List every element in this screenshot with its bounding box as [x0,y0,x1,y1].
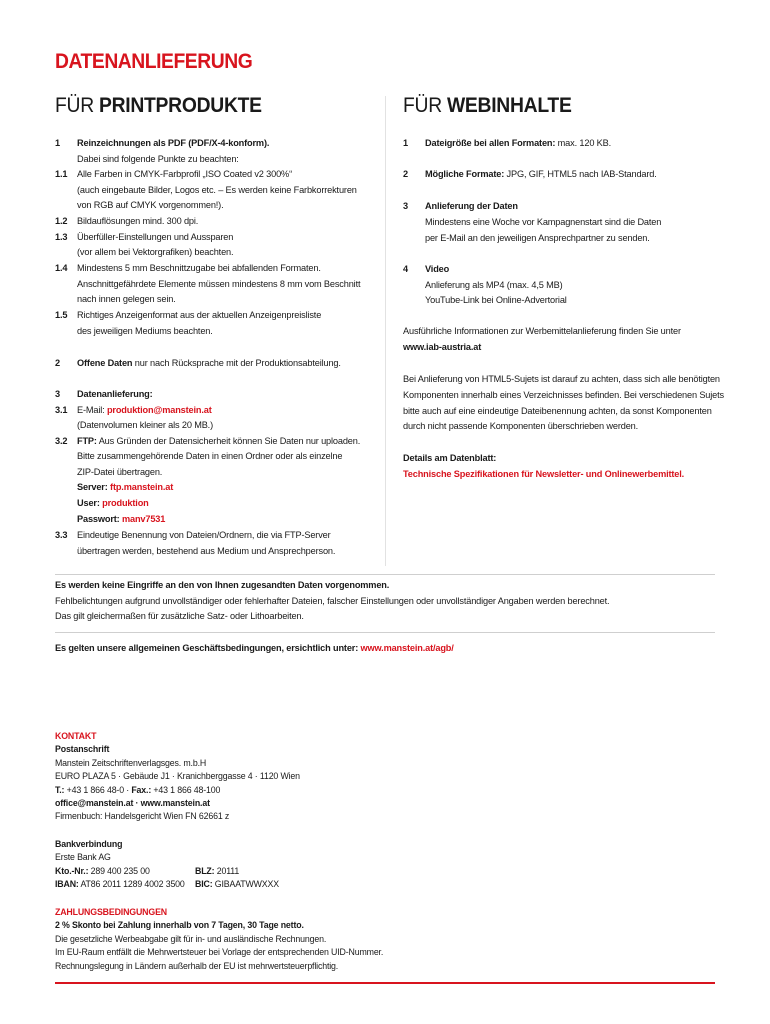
bank-block [55,838,279,892]
payment-text: Rechnungslegung in Ländern außerhalb der EU ist mehrwertsteuerpflichtig. [55,960,339,971]
item-number: 1 [403,138,408,148]
bic-label: BIC: [195,879,213,890]
item-text-bold: Offene Daten [77,358,133,368]
item-text: (auch eingebaute Bilder, Logos etc. – Es werden keine Farbkorrekturen [77,185,357,195]
web-heading-main: WEBINHALTE [446,94,572,117]
item-text: YouTube-Link bei Online-Advertorial [425,295,567,305]
item-text: übertragen werden, bestehend aus Medium und Ansprechperson. [77,546,336,556]
print-heading-prefix: FÜR [55,94,99,117]
company-name: Manstein Zeitschriftenverlagsges. m.b.H [55,757,207,768]
user-label: User: [77,498,103,508]
payment-block [55,906,383,973]
print-heading-main: PRINTPRODUKTE [98,94,262,117]
item-text: ZIP-Datei übertragen. [77,467,163,477]
item-text: Mindestens eine Woche vor Kampagnenstart sind die Daten [425,217,662,227]
item-text: max. 120 KB. [555,138,612,148]
ftp-password-value: manv7531 [121,514,166,524]
blz-label: BLZ: [195,865,215,876]
item-text: Mindestens 5 mm Beschnittzugabe bei abfallenden Formaten. [77,263,321,273]
item-number: 1.1 [55,169,68,179]
iban-label: IBAN: [55,879,79,890]
html5-note: bitte auch auf eine eindeutige Dateibenennung achten, da sonst Komponenten [403,406,712,416]
notice-block [55,578,609,625]
item-text: Richtiges Anzeigenformat aus der aktuellen Anzeigenpreisliste [77,310,322,320]
bic-value: GIBAATWWXXX [212,879,279,890]
register-info: Firmenbuch: Handelsgericht Wien FN 62661 z [55,811,230,822]
web-heading-prefix: FÜR [403,94,447,117]
divider [55,574,715,575]
item-number: 3 [55,389,60,399]
page-title: DATENANLIEFERUNG [55,50,253,73]
item-number: 1.4 [55,263,68,273]
tech-spec-link[interactable]: Technische Spezifikationen für Newsletter- und Onlinewerbemittel. [403,469,685,479]
kto-label: Kto.-Nr.: [55,865,89,876]
password-label: Passwort: [77,514,122,524]
item-text: nach innen gelegen sein. [77,294,176,304]
item-text: (vor allem bei Vektorgrafiken) beachten. [77,247,234,257]
item-text: Eindeutige Benennung von Dateien/Ordnern, die via FTP-Server [77,530,331,540]
item-text: Bitte zusammengehörende Daten in einen Ordner oder als einzelne [77,451,343,461]
payment-text: Im EU-Raum entfällt die Mehrwertsteuer bei Vorlage der entsprechenden UID-Nummer. [55,947,384,958]
item-number: 4 [403,264,408,274]
item-number: 3.1 [55,405,68,415]
email-label: E-Mail: [77,405,107,415]
address: EURO PLAZA 5 · Gebäude J1 · Kranichberggasse 4 · 1120 Wien [55,771,300,782]
server-label: Server: [77,482,111,492]
item-number: 1 [55,138,60,148]
item-text: Reinzeichnungen als PDF (PDF/X-4-konform). [77,138,270,148]
ftp-user-value: produktion [102,498,149,508]
print-section-heading [55,94,262,118]
html5-note: Bei Anlieferung von HTML5-Sujets ist darauf zu achten, dass sich alle benötigten [403,374,720,384]
details-label: Details am Datenblatt: [403,453,497,463]
notice-heading: Es werden keine Eingriffe an den von Ihnen zugesandten Daten vorgenommen. [55,580,390,590]
item-text-bold: Dateigröße bei allen Formaten: [425,138,556,148]
item-text: Alle Farben in CMYK-Farbprofil „ISO Coated v2 300%“ [77,169,292,179]
bank-heading: Bankverbindung [55,839,123,849]
payment-text: Die gesetzliche Werbeabgabe gilt für in- und ausländische Rechnungen. [55,933,327,944]
contact-heading: KONTAKT [55,731,97,741]
production-email-link[interactable]: produktion@manstein.at [106,405,212,415]
payment-heading: ZAHLUNGSBEDINGUNGEN [55,907,167,917]
item-text: Bildauflösungen mind. 300 dpi. [77,216,199,226]
item-subtext: Dabei sind folgende Punkte zu beachten: [77,154,239,164]
item-text: Aus Gründen der Datensicherheit können Sie Daten nur uploaden. [96,436,361,446]
item-text: Anschnittgefährdete Elemente müssen mindestens 8 mm vom Beschnitt [77,279,361,289]
kto-value: 289 400 235 00 [88,865,150,876]
html5-note: durch nicht passende Komponenten überschrieben werden. [403,421,639,431]
agb-line [55,641,454,657]
ftp-server-link[interactable]: ftp.manstein.at [110,482,174,492]
agb-text: Es gelten unsere allgemeinen Geschäftsbedingungen, ersichtlich unter: [55,643,361,653]
item-number: 3.2 [55,436,68,446]
iban-value: AT86 2011 1289 4002 3500 [78,879,185,890]
item-number: 1.3 [55,232,68,242]
tel-label: T.: [55,784,65,795]
item-text-bold: Mögliche Formate: [425,169,505,179]
item-text: per E-Mail an den jeweiligen Ansprechpartner zu senden. [425,233,650,243]
web-section-heading [403,94,572,118]
agb-link[interactable]: www.manstein.at/agb/ [360,643,454,653]
item-number: 1.2 [55,216,68,226]
item-number: 3.3 [55,530,68,540]
item-number: 2 [403,169,408,179]
blz-value: 20111 [214,865,240,876]
item-text: Anlieferung als MP4 (max. 4,5 MB) [425,280,563,290]
bank-name: Erste Bank AG [55,852,111,863]
phone-fax [55,784,300,797]
item-number: 2 [55,358,60,368]
email-web-links[interactable]: office@manstein.at · www.manstein.at [55,798,210,809]
column-divider [385,96,386,566]
bottom-rule [55,982,715,984]
item-text: Überfüller-Einstellungen und Aussparen [77,232,234,242]
divider [55,632,715,633]
notice-text: Das gilt gleichermaßen für zusätzliche Satz- oder Lithoarbeiten. [55,611,304,622]
html5-note: Komponenten innerhalb eines Verzeichnisses befinden. Bei verschiedenen Sujets [403,390,724,400]
print-list [55,136,375,566]
item-number: 3 [403,201,408,211]
payment-terms: 2 % Skonto bei Zahlung innerhalb von 7 Tagen, 30 Tage netto. [55,920,304,931]
iban-row [55,878,279,891]
web-list [403,136,723,496]
item-text: Video [425,264,450,274]
iab-link[interactable]: www.iab-austria.at [403,342,482,352]
account-row [55,865,279,878]
item-text: Datenanlieferung: [77,389,153,399]
item-text: nur nach Rücksprache mit der Produktionsabteilung. [132,358,341,368]
fax-label: Fax.: [131,784,152,795]
postal-heading: Postanschrift [55,744,110,755]
item-text: (Datenvolumen kleiner als 20 MB.) [77,420,213,430]
fax-value: +43 1 866 48-100 [151,784,221,795]
item-text: Anlieferung der Daten [425,201,518,211]
item-text: JPG, GIF, HTML5 nach IAB-Standard. [504,169,657,179]
tel-value: +43 1 866 48-0 · [64,784,132,795]
contact-block [55,730,300,824]
item-text: von RGB auf CMYK vorgenommen!). [77,200,224,210]
item-text-bold: FTP: [77,436,97,446]
item-number: 1.5 [55,310,68,320]
notice-text: Fehlbelichtungen aufgrund unvollständiger oder fehlerhafter Dateien, falscher Einstellungen oder unvollständiger Angaben werden berechnet. [55,595,610,606]
iab-info-text: Ausführliche Informationen zur Werbemittelanlieferung finden Sie unter [403,326,681,336]
item-text: des jeweiligen Mediums beachten. [77,326,213,336]
